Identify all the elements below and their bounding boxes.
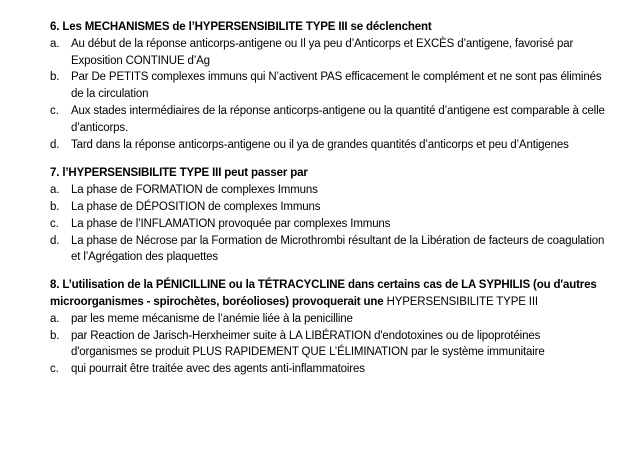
option-letter: b. [50,71,60,84]
question-6-options [50,36,606,154]
option-letter: c. [50,363,59,376]
question-7-title: 7. l’HYPERSENSIBILITE TYPE III peut passer par [50,167,308,180]
question-7-option-c [50,216,606,233]
quiz-page [50,19,606,390]
question-6-title: 6. Les MECHANISMES de l’HYPERSENSIBILITE TYPE III se déclenchent [50,21,432,33]
option-letter: a. [50,184,60,197]
option-letter: d. [50,234,60,247]
option-text: par Reaction de Jarisch-Herxheimer suite à LA LIBÉRATION d'endotoxines ou de lipoprotéines d'organismes se produit PLUS RAPIDEMENT QUE L’ÉLIMINATION par le système immunitaire [71,329,545,359]
question-6-option-b [50,69,606,103]
option-text: La phase de FORMATION de complexes Immuns [71,184,318,197]
option-text: Au début de la réponse anticorps-antigene ou Il ya peu d’Anticorps et EXCÈS d’antigene, favorisé par Exposition CONTINUE d’Ag [71,37,574,67]
question-7-options [50,182,606,266]
question-8-title: 8. L’utilisation de la PÉNICILLINE ou la TÉTRACYCLINE dans certains cas de LA SYPHILIS (ou d'autres microorganismes - spirochètes, boréolioses) provoquerait une HYPERSENSIBILITE TYPE III [50,279,597,308]
question-8-title-suffix: HYPERSENSIBILITE TYPE III [383,295,538,308]
question-6 [50,19,606,153]
question-7-option-a [50,182,606,199]
question-8 [50,277,606,378]
question-7 [50,165,606,266]
option-letter: a. [50,312,60,325]
option-text: La phase de l’INFLAMATION provoquée par complexes Immuns [71,217,391,230]
option-letter: b. [50,329,60,342]
question-7-option-d [50,233,606,267]
option-text: qui pourrait être traitée avec des agents anti-inflammatoires [71,363,365,376]
question-8-option-c [50,361,606,378]
option-text: par les meme mécanisme de l’anémie liée à la penicilline [71,312,353,325]
question-6-option-d [50,137,606,154]
option-text: Tard dans la réponse anticorps-antigene ou il ya de grandes quantités d’anticorps et peu d’Antigenes [71,138,569,151]
option-text: Aux stades intermédiaires de la réponse anticorps-antigene ou la quantité d’antigene est comparable à celle d’anticorps. [71,104,605,134]
option-letter: b. [50,200,60,213]
option-letter: a. [50,37,60,50]
question-8-option-b [50,328,606,362]
question-7-option-b [50,199,606,216]
option-text: Par De PETITS complexes immuns qui N’activent PAS efficacement le complément et ne sont pas éliminés de la circulation [71,71,602,101]
option-letter: c. [50,104,59,117]
option-text: La phase de Nécrose par la Formation de Microthrombi résultant de la Libération de facteurs de coagulation et l’Agrégation des plaquettes [71,234,605,264]
option-letter: d. [50,138,60,151]
question-6-option-c [50,103,606,137]
question-8-option-a [50,311,606,328]
question-8-options [50,311,606,378]
option-text: La phase de DÉPOSITION de complexes Immuns [71,200,321,213]
option-letter: c. [50,217,59,230]
question-6-option-a [50,36,606,70]
